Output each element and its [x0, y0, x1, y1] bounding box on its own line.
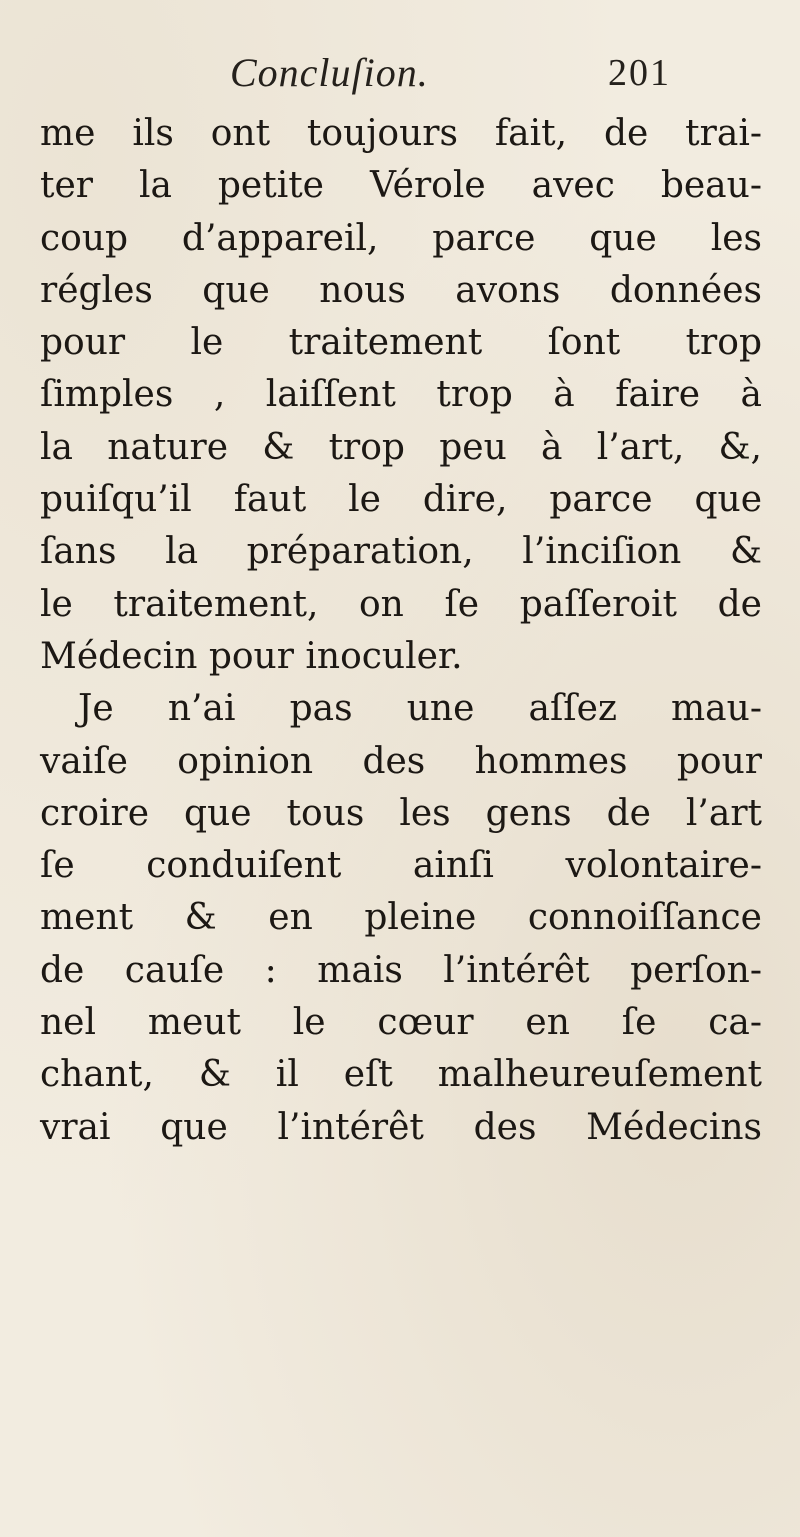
- text-line: coup d’appareil, parce que les: [40, 217, 762, 259]
- running-head: [0, 48, 800, 98]
- text-line: ment & en pleine connoiſſance: [40, 897, 762, 939]
- text-line: régles que nous avons données: [40, 269, 762, 311]
- text-line: vaiſe opinion des hommes pour: [40, 740, 762, 782]
- body-text: [40, 108, 762, 1154]
- text-line: chant, & il eſt malheureuſement: [40, 1054, 762, 1096]
- text-line: pour le traitement ſont trop: [40, 322, 762, 364]
- page-number: 201: [608, 52, 671, 94]
- text-line: ſans la préparation, l’inciſion &: [40, 531, 762, 573]
- running-head-title: Concluſion.: [230, 50, 429, 95]
- text-line: nel meut le cœur en ſe ca-: [40, 1002, 762, 1044]
- text-line: le traitement, on ſe paſſeroit de: [40, 583, 762, 625]
- text-line: ſe conduiſent ainſi volontaire-: [40, 845, 762, 887]
- text-line-paragraph-end: Médecin pour inoculer.: [40, 635, 463, 677]
- text-line: la nature & trop peu à l’art, &,: [40, 426, 762, 468]
- text-line: croire que tous les gens de l’art: [40, 792, 762, 834]
- text-line: de cauſe : mais l’intérêt perſon-: [40, 949, 762, 991]
- text-line: ſimples , laiſſent trop à faire à: [40, 374, 762, 416]
- text-line-paragraph-start: Je n’ai pas une aſſez mau-: [78, 688, 762, 730]
- text-line: me ils ont toujours fait, de trai-: [40, 113, 762, 154]
- text-line: ter la petite Vérole avec beau-: [40, 165, 762, 207]
- text-line: puiſqu’il faut le dire, parce que: [40, 479, 762, 521]
- text-line: vrai que l’intérêt des Médecins: [40, 1106, 762, 1148]
